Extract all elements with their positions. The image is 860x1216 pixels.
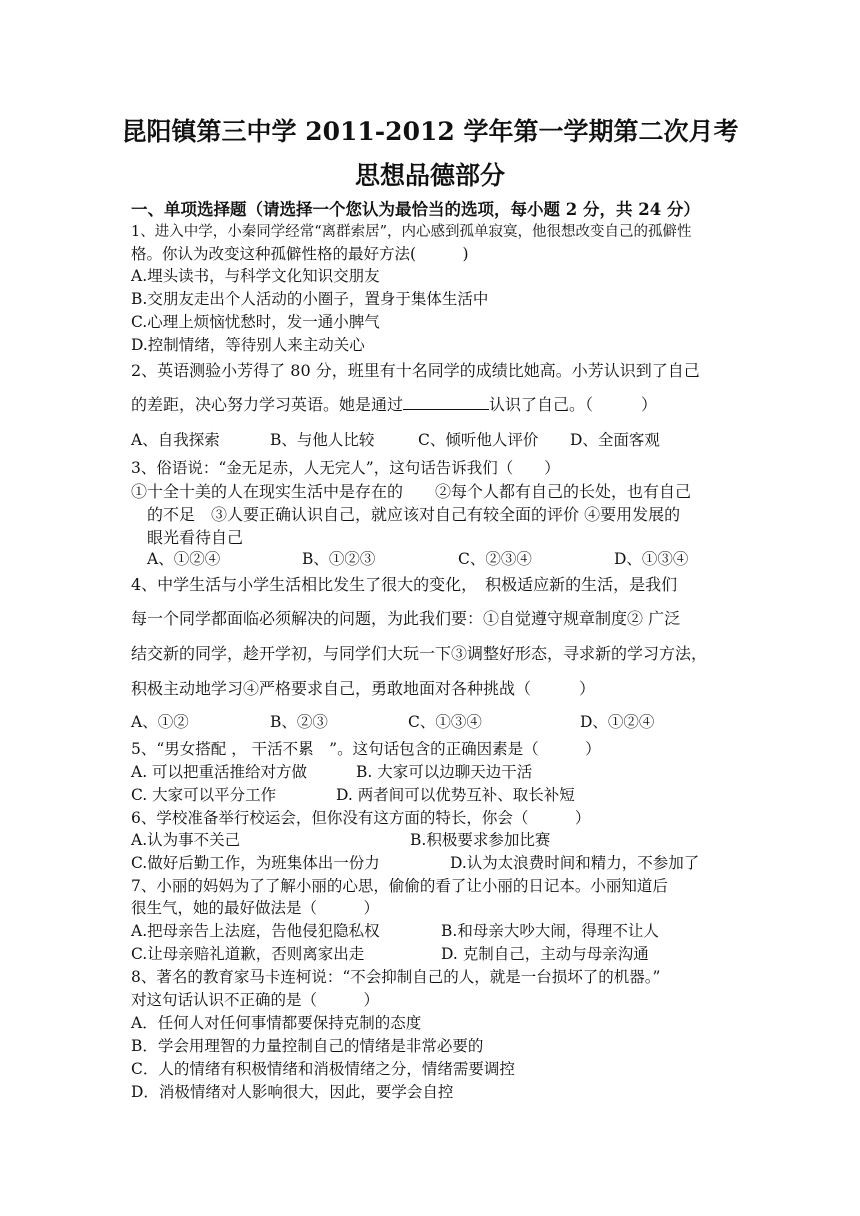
question-3-option-b: B、①②③ <box>302 550 376 568</box>
question-2-option-c: C、倾听他人评价 <box>418 431 539 449</box>
question-8-option-d: D．消极情绪对人影响很大，因此，要学会自控 <box>131 1083 454 1101</box>
question-7-text: 7、小丽的妈妈为了了解小丽的心思，偷偷的看了让小丽的日记本。小丽知道后 <box>131 877 668 895</box>
question-3-option-c: C、②③④ <box>458 550 532 568</box>
question-3-option-a: A、①②④ <box>147 550 221 568</box>
question-8-option-c: C．人的情绪有积极情绪和消极情绪之分，情绪需要调控 <box>131 1060 515 1078</box>
question-1-option-c: C.心理上烦恼忧愁时，发一通小脾气 <box>131 313 380 331</box>
question-2-text: 2、英语测验小芳得了 80 分，班里有十名同学的成绩比她高。小芳认识到了自己 <box>131 361 700 380</box>
question-6-option-a: A.认为事不关己 <box>131 831 241 849</box>
question-7-option-c: C.让母亲赔礼道歉，否则离家出走 <box>131 945 365 963</box>
question-5-option-a: A. 可以把重活推给对方做 <box>131 763 308 781</box>
question-3-option-d: D、①③④ <box>614 550 689 568</box>
question-3-statement-line1: ①十全十美的人在现实生活中是存在的 ②每个人都有自己的长处，也有自己 <box>131 482 692 501</box>
question-5-option-b: B. 大家可以边聊天边干活 <box>356 763 533 781</box>
question-2-text-cont <box>131 392 657 415</box>
question-4-option-d: D、①②④ <box>580 713 655 731</box>
question-8-text: 8、著名的教育家马卡连柯说：“不会抑制自己的人，就是一台损坏了的机器。” <box>131 968 661 986</box>
section-heading: 一、单项选择题（请选择一个您认为最恰当的选项，每小题 2 分，共 24 分） <box>131 200 700 219</box>
question-5-option-d: D. 两者间可以优势互补、取长补短 <box>336 786 575 804</box>
question-3-statement-line3: 眼光看待自己 <box>147 528 244 547</box>
question-2-option-d: D、全面客观 <box>570 431 660 449</box>
answer-blank <box>403 395 489 410</box>
question-2-text-part1: 的差距，决心努力学习英语。她是通过 <box>131 395 404 414</box>
question-1-text-cont: 格。你认为改变这种孤僻性格的最好方法( ) <box>131 245 469 263</box>
question-6-option-c: C.做好后勤工作，为班集体出一份力 <box>131 854 380 872</box>
question-6-text: 6、学校准备举行校运会，但你没有这方面的特长，你会（ ） <box>131 809 591 827</box>
question-2-option-a: A、自我探索 <box>131 431 220 449</box>
page-subtitle: 思想品德部分 <box>354 161 505 190</box>
page-title: 昆阳镇第三中学 2011-2012 学年第一学期第二次月考 <box>121 117 739 146</box>
question-6-option-b: B.积极要求参加比赛 <box>410 831 551 849</box>
question-4-text-cont3: 积极主动地学习④严格要求自己，勇敢地面对各种挑战（ ） <box>131 679 596 698</box>
question-3-statement-line2: 的不足 ③人要正确认识自己，就应该对自己有较全面的评价 ④要用发展的 <box>147 505 681 524</box>
question-1-option-b: B.交朋友走出个人活动的小圈子，置身于集体生活中 <box>131 290 489 308</box>
question-3-text: 3、俗语说：“金无足赤，人无完人”，这句话告诉我们（ ） <box>131 459 560 477</box>
question-5-option-c: C. 大家可以平分工作 <box>131 786 277 804</box>
question-8-text-cont: 对这句话认识不正确的是（ ） <box>131 991 380 1009</box>
question-2-text-part2: 认识了自己。（ ） <box>489 395 658 414</box>
question-8-option-a: A．任何人对任何事情都要保持克制的态度 <box>131 1014 422 1032</box>
question-1-option-d: D.控制情绪，等待别人来主动关心 <box>131 336 365 354</box>
question-7-option-b: B.和母亲大吵大闹，得理不让人 <box>441 922 659 940</box>
question-4-option-b: B、②③ <box>270 713 328 731</box>
question-7-option-a: A.把母亲告上法庭，告他侵犯隐私权 <box>131 922 380 940</box>
question-2-option-b: B、与他人比较 <box>270 431 375 449</box>
question-4-text-cont2: 结交新的同学，趁开学初，与同学们大玩一下③调整好形态，寻求新的学习方法， <box>131 644 708 663</box>
question-4-option-c: C、①③④ <box>408 713 482 731</box>
question-7-option-d: D. 克制自己，主动与母亲沟通 <box>441 945 649 963</box>
question-5-text: 5、“男女搭配 ， 干活不累 ”。这句话包含的正确因素是（ ） <box>131 740 601 758</box>
question-1-option-a: A.埋头读书，与科学文化知识交朋友 <box>131 267 380 285</box>
question-4-option-a: A、①② <box>131 713 189 731</box>
question-4-text: 4、中学生活与小学生活相比发生了很大的变化， 积极适应新的生活，是我们 <box>131 575 678 594</box>
question-1-text: 1、进入中学，小秦同学经常“离群索居”，内心感到孤单寂寞，他很想改变自己的孤僻性 <box>131 224 692 240</box>
question-4-text-cont1: 每一个同学都面临必须解决的问题，为此我们要：①自觉遵守规章制度② 广泛 <box>131 609 681 628</box>
question-8-option-b: B．学会用理智的力量控制自己的情绪是非常必要的 <box>131 1037 484 1055</box>
question-7-text-cont: 很生气，她的最好做法是（ ） <box>131 899 380 917</box>
question-6-option-d: D.认为太浪费时间和精力，不参加了 <box>450 854 700 872</box>
